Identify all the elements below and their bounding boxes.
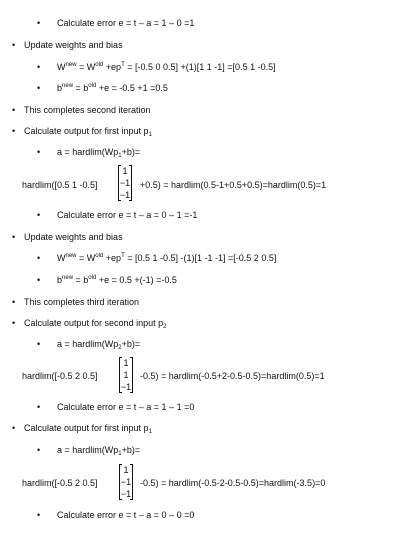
eq-sup: old [88,275,97,281]
matrix-cell: −1 [119,190,131,200]
matrix-cell: −1 [120,477,132,487]
eq-part: +b)= [121,339,141,349]
eq-part: Calculate output for first input p [24,423,149,433]
eq-sub: 2 [118,345,122,351]
eq-part: b [57,83,63,93]
eq-part: +b)= [121,445,141,455]
eq-sup: old [95,62,104,68]
eq-sup: new [62,275,74,281]
bullet-icon: • [12,40,16,50]
line-text: Calculate error e = t – a = 1 – 1 =0 [57,402,195,412]
step-error-line [37,402,194,413]
step-heading [12,423,152,434]
hardlim-result: +0.5) = hardlim(0.5-1+0.5+0.5)=hardlim(0.5)=1 [140,180,327,190]
step-heading [12,297,139,308]
step-error-line [37,18,194,29]
vector-p1 [119,464,133,500]
hardlim-result: -0.5) = hardlim(-0.5-2-0.5-0.5)=hardlim(-3.5)=0 [140,478,326,488]
eq-part: +e = -0.5 +1 =0.5 [96,83,168,93]
step-heading [12,40,123,51]
eq-part: b [57,275,63,285]
eq-part: = [-0.5 0 0.5] +(1)[1 1 -1] =[0.5 1 -0.5] [124,62,276,72]
bullet-icon: • [12,318,16,328]
matrix-cell: 1 [123,370,129,380]
hardlim-result: -0.5) = hardlim(-0.5+2-0.5-0.5)=hardlim(0.5)=1 [140,371,325,381]
line-text: Update weights and bias [24,40,123,50]
eq-part: Calculate output for first input p [24,126,149,136]
bullet-icon: • [12,297,16,307]
output-line [37,445,140,456]
eq-part: W [57,253,66,263]
bullet-icon: • [37,253,41,263]
eq-sup: new [62,83,74,89]
bullet-icon: • [37,62,41,72]
bullet-icon: • [37,18,41,28]
vector-p1 [118,165,132,201]
line-text: This completes third iteration [24,297,140,307]
vector-p2 [119,357,133,393]
bullet-icon: • [12,105,16,115]
bias-update-line [37,275,177,286]
bullet-icon: • [37,147,41,157]
bullet-icon: • [37,83,41,93]
hardlim-expression: hardlim([-0.5 2 0.5] [22,371,98,381]
matrix-cell: −1 [120,489,132,499]
step-error-line [37,210,197,221]
bullet-icon: • [37,402,41,412]
eq-part: = W [76,253,96,263]
bullet-icon: • [12,232,16,242]
eq-part: +ep [103,62,122,72]
output-line [37,339,140,350]
matrix-cell: 1 [123,358,129,368]
eq-part: = b [73,83,89,93]
bullet-icon: • [12,423,16,433]
eq-part: = W [76,62,96,72]
eq-sub: 1 [148,429,152,435]
eq-sup: old [88,83,97,89]
eq-sub: 2 [163,324,167,330]
eq-part: a = hardlim(Wp [57,445,119,455]
eq-sup: old [95,253,104,259]
matrix-cell: 1 [123,465,129,475]
line-text: Calculate error e = t – a = 1 – 0 =1 [57,18,195,28]
eq-part: +e = 0.5 +(-1) =-0.5 [96,275,177,285]
eq-part: +b)= [121,147,141,157]
matrix-cell: 1 [122,166,128,176]
bullet-icon: • [37,210,41,220]
eq-sub: 1 [118,153,122,159]
eq-part: a = hardlim(Wp [57,147,119,157]
bullet-icon: • [37,275,41,285]
weight-update-line [37,62,276,73]
matrix-cell: −1 [119,178,131,188]
bullet-icon: • [37,339,41,349]
line-text: Calculate error e = t – a = 0 – 1 =-1 [57,210,198,220]
step-error-line [37,510,194,521]
hardlim-expression: hardlim([-0.5 2 0.5] [22,478,98,488]
eq-sup: new [65,253,77,259]
eq-sup: T [121,253,125,259]
line-text: Calculate error e = t – a = 0 – 0 =0 [57,510,195,520]
eq-part: +ep [103,253,122,263]
bias-update-line [37,83,168,94]
step-heading [12,232,123,243]
output-line [37,147,140,158]
bullet-icon: • [12,126,16,136]
eq-part: Calculate output for second input p [24,318,164,328]
eq-part: = b [73,275,89,285]
matrix-cell: −1 [120,382,132,392]
bullet-icon: • [37,510,41,520]
hardlim-expression: hardlim([0.5 1 -0.5] [22,180,98,190]
step-heading [12,318,166,329]
eq-part: W [57,62,66,72]
weight-update-line [37,253,276,264]
eq-sub: 1 [118,451,122,457]
step-heading [12,105,151,116]
line-text: Update weights and bias [24,232,123,242]
eq-sub: 1 [148,132,152,138]
line-text: This completes second iteration [24,105,151,115]
step-heading [12,126,152,137]
eq-part: = [0.5 1 -0.5] -(1)[1 -1 -1] =[-0.5 2 0.5] [124,253,277,263]
eq-part: a = hardlim(Wp [57,339,119,349]
eq-sup: new [65,62,77,68]
eq-sup: T [121,62,125,68]
bullet-icon: • [37,445,41,455]
